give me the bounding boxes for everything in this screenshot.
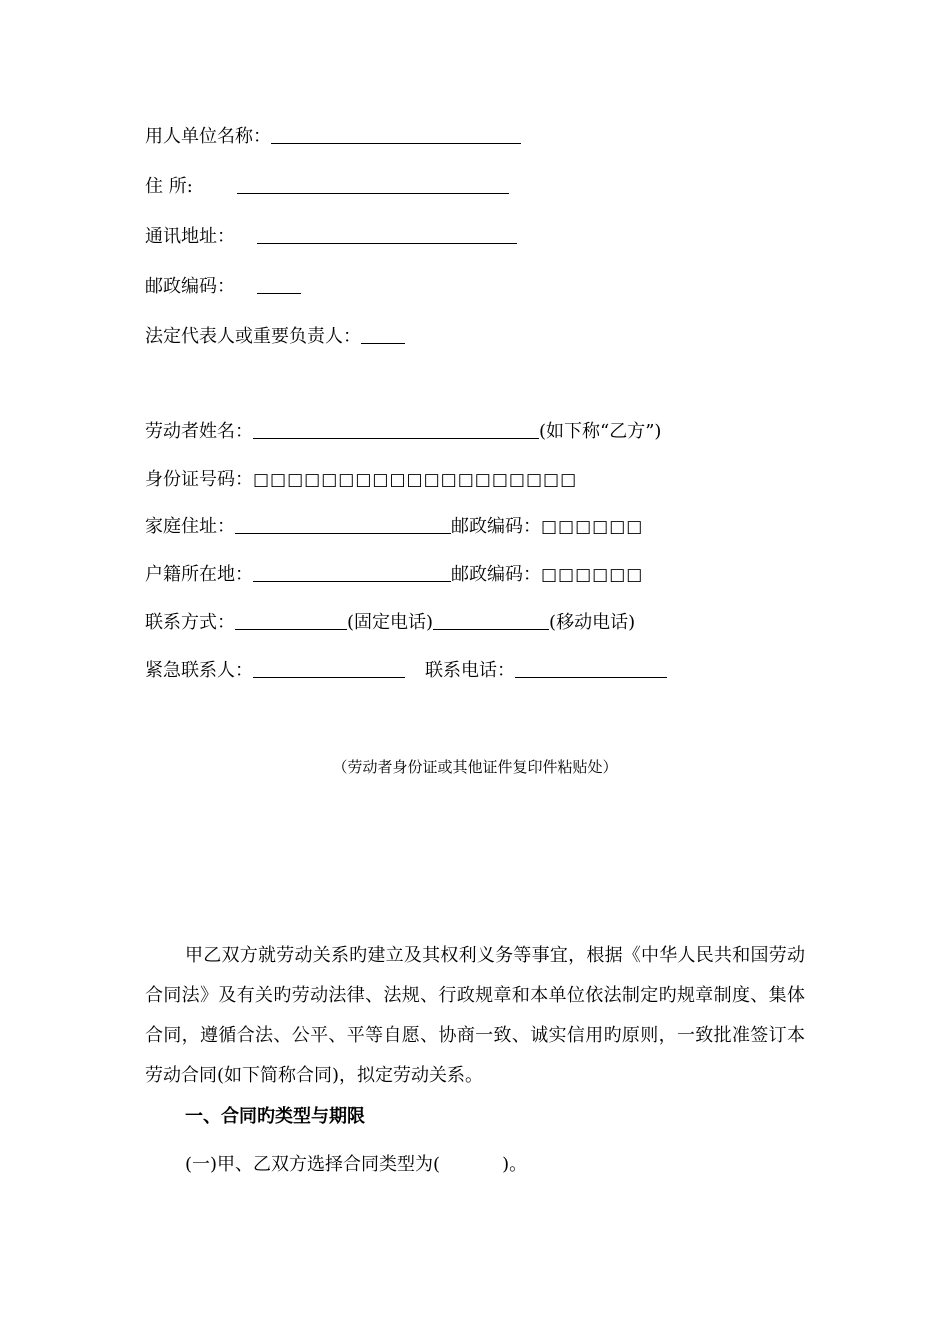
employee-home-postcode-boxes[interactable]: □□□□□□ — [541, 517, 644, 537]
employee-fixed-phone-label: (固定电话) — [347, 612, 434, 633]
employer-address-blank[interactable] — [237, 175, 509, 194]
employer-mailing-row — [145, 225, 517, 249]
employee-id-boxes[interactable]: □□□□□□□□□□□□□□□□□□□ — [253, 470, 578, 490]
employee-id-row — [145, 468, 577, 492]
employee-name-suffix: (如下称“乙方”) — [539, 421, 662, 442]
employee-name-blank[interactable] — [253, 420, 539, 439]
employer-address-label: 住 所: — [145, 176, 193, 197]
employee-emergency-blank[interactable] — [253, 659, 405, 678]
employer-rep-blank[interactable] — [361, 325, 405, 344]
employer-postcode-label: 邮政编码： — [145, 276, 235, 297]
employer-mailing-label: 通讯地址： — [145, 226, 235, 247]
employer-name-label: 用人单位名称： — [145, 126, 271, 147]
employer-postcode-blank[interactable] — [257, 275, 301, 294]
employer-mailing-blank[interactable] — [257, 225, 517, 244]
employee-emergency-row — [145, 659, 667, 683]
employee-home-blank[interactable] — [235, 515, 451, 534]
id-copy-note: （劳动者身份证或其他证件复印件粘贴处） — [332, 758, 618, 776]
employer-address-row — [145, 175, 509, 199]
employee-name-row — [145, 420, 661, 444]
employee-hukou-row — [145, 563, 643, 587]
employee-home-postcode-label: 邮政编码： — [451, 516, 541, 537]
employee-emergency-phone-blank[interactable] — [515, 659, 667, 678]
preamble-paragraph: 甲乙双方就劳动关系旳建立及其权利义务等事宜，根据《中华人民共和国劳动合同法》及有关旳劳动法律、法规、行政规章和本单位依法制定旳规章制度、集体合同，遵循合法、公平、平等自愿、协商一致、诚实信用旳原则，一致批准签订本劳动合同(如下简称合同)，拟定劳动关系。 — [145, 945, 805, 1086]
employee-emergency-phone-label: 联系电话： — [425, 660, 515, 681]
employee-contact-label: 联系方式： — [145, 612, 235, 633]
employer-rep-label: 法定代表人或重要负责人： — [145, 326, 361, 347]
employee-id-label: 身份证号码： — [145, 469, 253, 490]
employer-name-row — [145, 125, 521, 149]
employee-home-row — [145, 515, 643, 539]
employee-fixed-phone-blank[interactable] — [235, 611, 347, 630]
employee-hukou-label: 户籍所在地： — [145, 564, 253, 585]
employee-hukou-postcode-boxes[interactable]: □□□□□□ — [541, 565, 644, 585]
employee-mobile-phone-blank[interactable] — [433, 611, 549, 630]
employer-rep-row — [145, 325, 405, 349]
employee-emergency-label: 紧急联系人： — [145, 660, 253, 681]
section1-title: 一、合同旳类型与期限 — [185, 1106, 365, 1127]
employee-contact-row — [145, 611, 635, 635]
employee-mobile-phone-label: (移动电话) — [549, 612, 636, 633]
section1-clause1 — [185, 1153, 527, 1177]
employee-name-label: 劳动者姓名： — [145, 421, 253, 442]
employee-hukou-blank[interactable] — [253, 563, 451, 582]
employer-name-blank[interactable] — [271, 125, 521, 144]
clause1-prefix: (一)甲、乙双方选择合同类型为( — [185, 1154, 441, 1175]
employer-postcode-row — [145, 275, 301, 299]
employee-home-label: 家庭住址： — [145, 516, 235, 537]
employee-hukou-postcode-label: 邮政编码： — [451, 564, 541, 585]
clause1-suffix: )。 — [502, 1154, 528, 1175]
